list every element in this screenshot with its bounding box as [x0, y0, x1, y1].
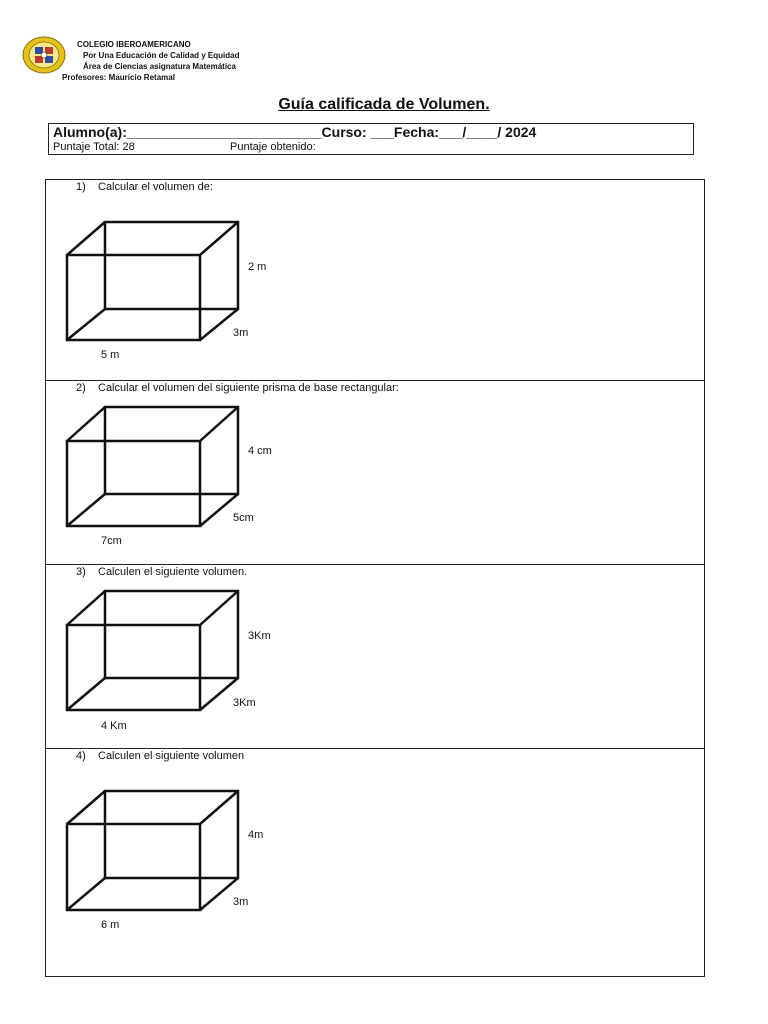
depth-label: 3m [233, 327, 249, 339]
height-label: 4m [248, 829, 264, 841]
exercise-1 [46, 180, 704, 380]
score-total: Puntaje Total: 28 [53, 141, 135, 153]
exercise-list [45, 179, 705, 977]
width-label: 7cm [101, 535, 122, 547]
depth-label: 3m [233, 896, 249, 908]
school-header [62, 39, 239, 83]
exercise-2 [46, 380, 704, 565]
prism-figure [46, 180, 286, 380]
school-motto: Por Una Educación de Calidad y Equidad [83, 51, 240, 60]
exercise-number: 4) [76, 750, 86, 762]
exercise-prompt: Calculen el siguiente volumen [98, 750, 245, 762]
student-info-box [48, 123, 694, 155]
score-obtained[interactable]: Puntaje obtenido: [230, 141, 316, 153]
exercise-prompt: Calcular el volumen del siguiente prisma de base rectangular: [98, 382, 399, 394]
height-label: 3Km [248, 630, 271, 642]
exercise-number: 1) [76, 181, 86, 193]
page-title: Guía calificada de Volumen. [278, 96, 490, 113]
prism-figure [46, 565, 286, 749]
exercise-prompt: Calculen el siguiente volumen. [98, 566, 248, 578]
exercise-number: 3) [76, 566, 86, 578]
exercise-3 [46, 564, 704, 749]
width-label: 6 m [101, 919, 120, 931]
school-logo [22, 36, 66, 74]
school-area: Área de Ciencias asignatura Matemática [83, 62, 236, 71]
height-label: 4 cm [248, 445, 272, 457]
prism-figure [46, 749, 286, 977]
exercise-number: 2) [76, 382, 86, 394]
exercise-4 [46, 748, 704, 977]
school-name: COLEGIO IBEROAMERICANO [77, 40, 191, 49]
teacher-name: Profesores: Mauricio Retamal [62, 73, 175, 82]
width-label: 4 Km [101, 720, 127, 732]
depth-label: 3Km [233, 697, 256, 709]
width-label: 5 m [101, 349, 120, 361]
exercise-prompt: Calcular el volumen de: [98, 181, 213, 193]
prism-figure [46, 381, 286, 565]
student-info-line[interactable]: Alumno(a):_________________________Curso: ___Fecha:___/____/ 2024 [53, 124, 537, 140]
depth-label: 5cm [233, 512, 254, 524]
height-label: 2 m [248, 261, 267, 273]
